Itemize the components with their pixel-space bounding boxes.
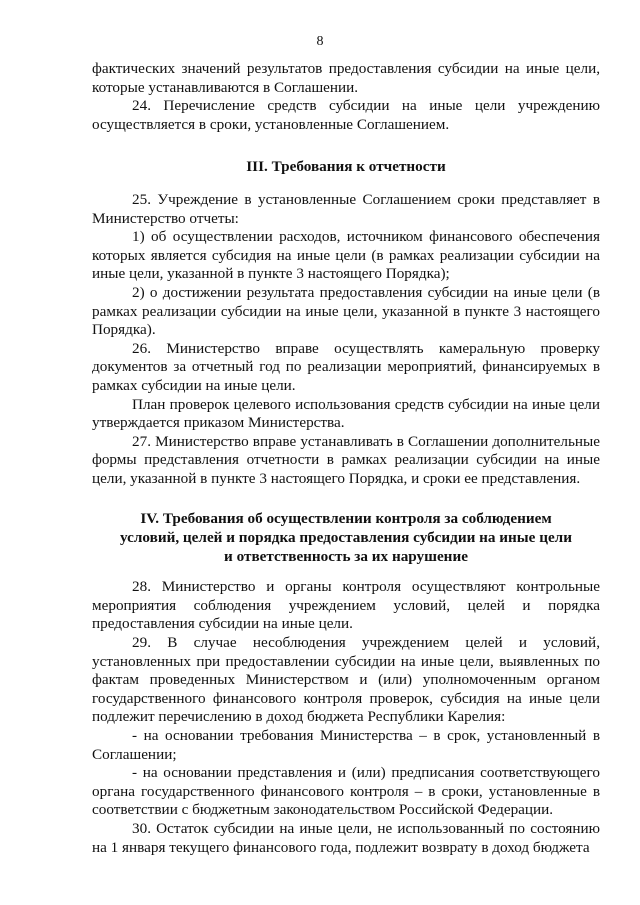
paragraph-28: 28. Министерство и органы контроля осуществляют контрольные мероприятия соблюдения учреждением условий, целей и порядка предоставления субсидии на иные цели. [92,578,600,633]
paragraph-27: 27. Министерство вправе устанавливать в Соглашении дополнительные формы представления отчетности в рамках реализации субсидии на иные цели, указанной в пункте 3 настоящего Порядка, и сроки ее представления. [92,432,600,487]
page-number: 8 [316,34,324,49]
paragraph-29: 29. В случае несоблюдения учреждением целей и условий, установленных при предоставлении субсидии на иные цели, выявленных по фактам проведенных Министерством и (или) уполномоченным органом государственного финансового контроля проверок, субсидия на иные цели подлежит перечислению в доход бюджета Республики Карелия: [92,634,600,726]
document-body [92,60,600,857]
paragraph-26: 26. Министерство вправе осуществлять камеральную проверку документов за отчетный год по реализации мероприятий, финансируемых в рамках субсидии на иные цели. [92,339,600,394]
section-4-heading [92,510,600,566]
paragraph-25: 25. Учреждение в установленные Соглашением сроки представляет в Министерство отчеты: [92,190,600,227]
section-4-heading-line-2: условий, целей и порядка предоставления субсидии на иные цели [120,529,572,547]
paragraph-25-item-2: 2) о достижении результата предоставления субсидии на иные цели (в рамках реализации субсидии на иные цели, указанной в пункте 3 настоящего Порядка). [92,283,600,339]
paragraph-25-item-1: 1) об осуществлении расходов, источником финансового обеспечения которых является субсидия на иные цели (в рамках реализации субсидии на иные цели, указанной в пункте 3 настоящего Порядка); [92,228,600,283]
paragraph-26-plan: План проверок целевого использования средств субсидии на иные цели утверждается приказом Министерства. [92,395,600,432]
paragraph-29-bullet-1: - на основании требования Министерства – в срок, установленный в Соглашении; [92,727,600,763]
paragraph-continuation: фактических значений результатов предоставления субсидии на иные цели, которые устанавливаются в Соглашении. [92,60,600,96]
section-3-heading: III. Требования к отчетности [246,158,446,176]
paragraph-30: 30. Остаток субсидии на иные цели, не использованный по состоянию на 1 января текущего финансового года, подлежит возврату в доход бюджета [92,819,600,856]
paragraph-29-bullet-2: - на основании представления и (или) предписания соответствующего органа государственного финансового контроля – в сроки, установленные в соответствии с бюджетным законодательством Российской Федерации. [92,764,600,819]
section-4-heading-line-3: и ответственность за их нарушение [224,547,468,565]
section-4-heading-line-1: IV. Требования об осуществлении контроля за соблюдением [140,510,552,528]
paragraph-24: 24. Перечисление средств субсидии на иные цели учреждению осуществляется в сроки, установленные Соглашением. [92,97,600,133]
